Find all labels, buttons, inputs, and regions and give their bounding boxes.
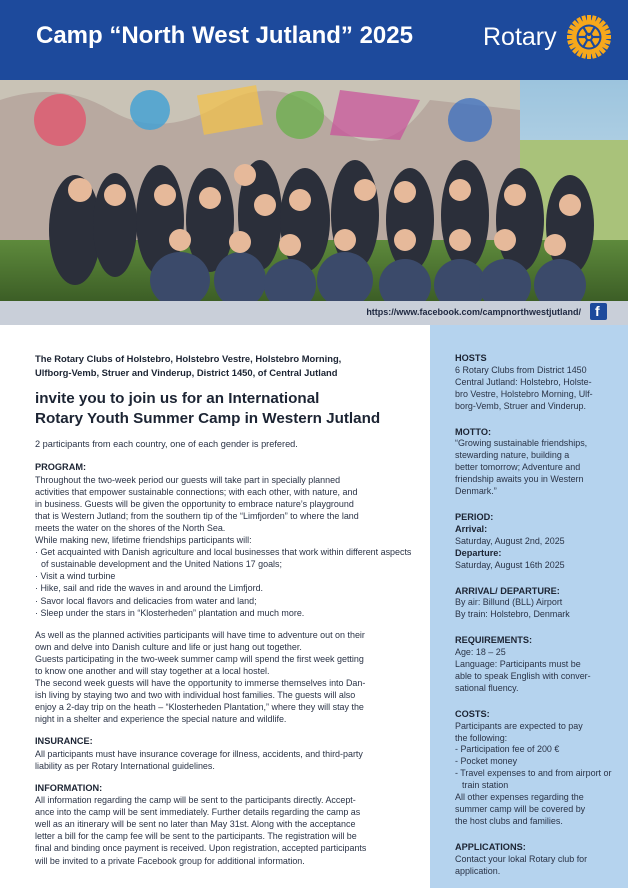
intro-text: The Rotary Clubs of Holstebro, Holstebro Vestre, Holstebro Morning, Ulfborg-Vemb, Struer and Vinderup, District 1450, of Central Jutland [35, 353, 342, 379]
header-banner [0, 0, 628, 80]
list-item: - Pocket money [455, 756, 518, 767]
costs-heading: COSTS: [455, 708, 490, 719]
rotary-logo-text: Rotary [483, 23, 557, 51]
arrival-label: Arrival: [455, 523, 488, 534]
program-section [35, 461, 415, 725]
travel-heading: ARRIVAL/ DEPARTURE: [455, 585, 560, 596]
motto-section: MOTTO: “Growing sustainable friendships, stewarding nature, building a better tomorrow; Adventure and friendship awaits you in Western Denmark.” [455, 427, 620, 498]
departure-label: Departure: [455, 547, 502, 558]
group-photo [0, 80, 628, 301]
program-text: Throughout the two-week period our guests will take part in specially planned activities that empower sustainable connections; with each other, with nature, and in business. Guests will be given the opportunity to embrace nature’s playground that is Western Jutland; from the southern tip of the “Limfjorden” to where the land meets the water on the shores of the North Sea. While making new, lifetime friendships participants will: · Get acquainted with Danish agriculture and local businesses that work within different aspects of sustainable development and the United Nations 17 goals; · Visit a wind turbine · Hike, sail and ride the waves in and around the Limfjord. · Savor local flavors and delicacies from water and land; · Sleep under the stars in “Klosterheden” plantation and much more. [35, 474, 415, 619]
participants-note: 2 participants from each country, one of each gender is prefered. [35, 439, 298, 450]
list-item: · Sleep under the stars in “Klosterheden” plantation and much more. [35, 607, 305, 618]
information-heading: INFORMATION: [35, 782, 103, 793]
information-section: INFORMATION: All information regarding the camp will be sent to the participants directly. Accept- ance into the camp will be sent immediately. Further details regarding the camp as well as an itinerary will be sent no later than May 31st. Along with the acceptance letter a bill for the camp fee will be sent to the participants. The registration will be final and binding once payment is received. Upon registration, accepted participants will be invited to a private Facebook group for additional information. [35, 782, 415, 867]
rotary-wheel-icon [565, 13, 613, 61]
period-heading: PERIOD: [455, 511, 494, 522]
list-item: - Participation fee of 200 € [455, 744, 560, 755]
insurance-section: INSURANCE: All participants must have insurance coverage for illness, accidents, and third-party liability as per Rotary International guidelines. [35, 735, 415, 771]
list-item: - Travel expenses to and from airport or train station [455, 768, 612, 791]
costs-section: COSTS: Participants are expected to pay the following: - Participation fee of 200 € - Pocket money - Travel expenses to and from airport or train station All other expenses regarding the summer camp will be covered by the host clubs and families. [455, 709, 620, 828]
period-section [455, 512, 620, 572]
page-title: Camp “North West Jutland” 2025 [36, 22, 413, 49]
list-item: · Savor local flavors and delicacies from water and land; [35, 595, 257, 606]
list-item: · Hike, sail and ride the waves in and around the Limfjord. [35, 583, 264, 594]
hosts-heading: HOSTS [455, 353, 487, 363]
program-heading: PROGRAM: [35, 462, 87, 473]
requirements-section: REQUIREMENTS: Age: 18 – 25 Language: Participants must be able to speak English with conver- sational fluency. [455, 635, 620, 695]
insurance-heading: INSURANCE: [35, 736, 93, 747]
program-paragraph-2: As well as the planned activities participants will have time to adventure out on their own and delve into Danish culture and life or just hang out together. Guests participating in the two-week summer camp will spend the first week getting to know one another and will stay together at a local hostel. The second week guests will have the opportunity to immerse themselves into Dan- ish living by staying two and two with individual host families. The guests will also enjoy a 2-day trip on the heath – “Klosterheden Plantation,” where they will stay the night in a shelter and experience the special nature and wildlife. [35, 629, 366, 725]
facebook-icon[interactable]: f [590, 303, 607, 320]
sidebar-details [455, 353, 620, 878]
applications-heading: APPLICATIONS: [455, 841, 526, 852]
main-column [35, 352, 415, 867]
facebook-url-bar [0, 301, 628, 325]
list-item: · Visit a wind turbine [35, 571, 116, 582]
list-item: · Get acquainted with Danish agriculture and local businesses that work within different aspects of sustainable development and the United Nations 17 goals; [35, 547, 412, 570]
hosts-section: HOSTS 6 Rotary Clubs from District 1450 Central Jutland: Holstebro, Holste- bro Vestre, Holstebro Morning, Ulf- borg-Vemb, Struer and Vinderup. [455, 353, 620, 413]
motto-heading: MOTTO: [455, 426, 492, 437]
invitation-headline: invite you to join us for an International Rotary Youth Summer Camp in Western Jutland [35, 390, 381, 428]
requirements-heading: REQUIREMENTS: [455, 635, 533, 646]
departure-date: Saturday, August 16th 2025 [455, 559, 565, 570]
arrival-date: Saturday, August 2nd, 2025 [455, 535, 565, 546]
travel-section: ARRIVAL/ DEPARTURE: By air: Billund (BLL) Airport By train: Holstebro, Denmark [455, 586, 620, 622]
applications-section: APPLICATIONS: Contact your lokal Rotary club for application. [455, 842, 620, 878]
facebook-link[interactable]: https://www.facebook.com/campnorthwestjutland/ [366, 307, 581, 317]
